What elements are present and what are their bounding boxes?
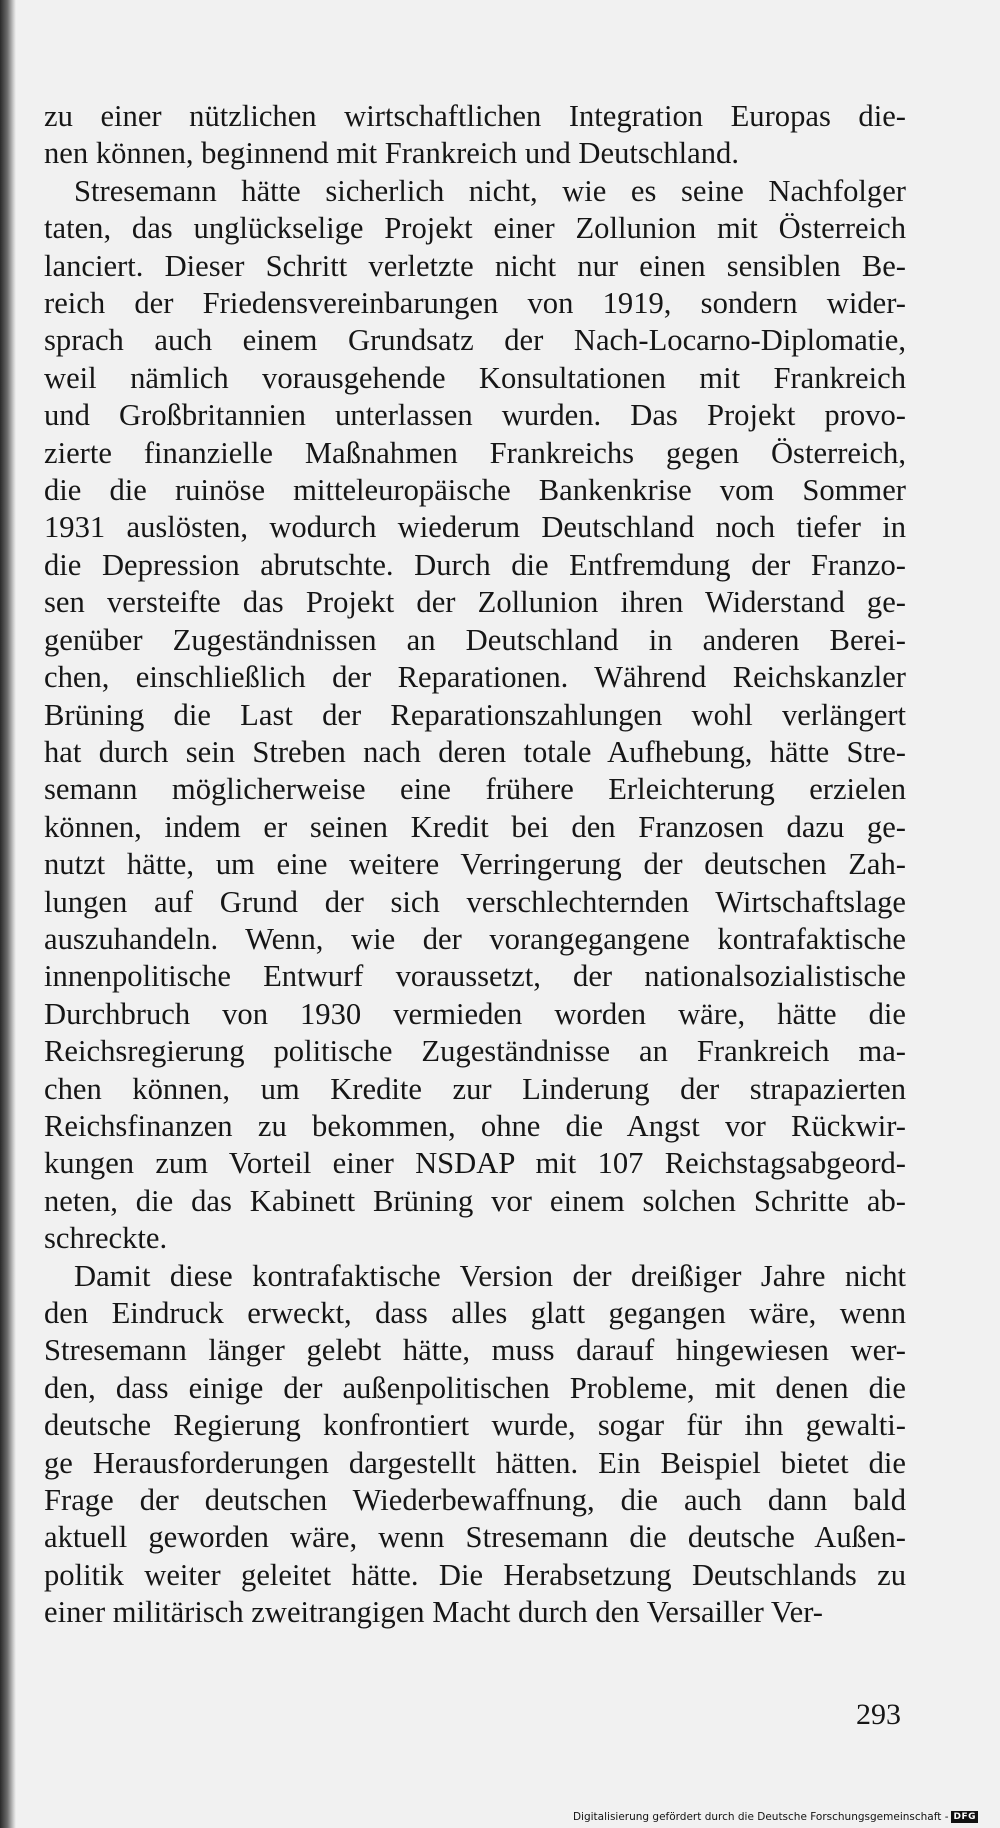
dfg-logo-icon: DFG [953,1812,976,1822]
text-line: innenpolitische Entwurf voraussetzt, der nationalsozialistische [44,959,906,994]
text-line: Stresemann länger gelebt hätte, muss darauf hingewiesen wer- [44,1333,906,1368]
text-line: neten, die das Kabinett Brüning vor einem solchen Schritte ab- [44,1183,906,1218]
text-line: kungen zum Vorteil einer NSDAP mit 107 Reichstagsabgeord- [44,1146,906,1181]
page-number: 293 [856,1698,901,1731]
text-line: sen versteifte das Projekt der Zollunion ihren Widerstand ge- [44,585,906,620]
text-line: chen können, um Kredite zur Linderung der strapazierten [44,1071,906,1106]
text-line: sprach auch einem Grundsatz der Nach-Locarno-Diplomatie, [44,323,906,358]
paragraph-3 [44,1258,906,1632]
text-line: taten, das unglückselige Projekt einer Zollunion mit Österreich [44,211,906,246]
text-line: können, indem er seinen Kredit bei den Franzosen dazu ge- [44,809,906,844]
text-line: schreckte. [44,1221,168,1256]
text-line: 1931 auslösten, wodurch wiederum Deutschland noch tiefer in [44,510,906,545]
book-binding-shadow [0,0,16,1828]
text-line: lanciert. Dieser Schritt verletzte nicht nur einen sensiblen Be- [44,248,906,283]
text-line: Stresemann hätte sicherlich nicht, wie es seine Nachfolger [74,173,906,208]
text-line: reich der Friedensvereinbarungen von 1919, sondern wider- [44,286,906,321]
text-line: zierte finanzielle Maßnahmen Frankreichs gegen Österreich, [44,435,906,470]
text-line: einer militärisch zweitrangigen Macht durch den Versailler Ver- [44,1595,823,1630]
text-line: Frage der deutschen Wiederbewaffnung, die auch dann bald [44,1483,906,1518]
text-line: chen, einschließlich der Reparationen. Während Reichskanzler [44,660,906,695]
text-line: und Großbritannien unterlassen wurden. Das Projekt provo- [44,398,906,433]
text-line: Reichsfinanzen zu bekommen, ohne die Angst vor Rückwir- [44,1108,906,1143]
text-line: deutsche Regierung konfrontiert wurde, sogar für ihn gewalti- [44,1408,906,1443]
text-line: aktuell geworden wäre, wenn Stresemann die deutsche Außen- [44,1520,906,1555]
text-line: Durchbruch von 1930 vermieden worden wäre, hätte die [44,996,906,1031]
text-line: die die ruinöse mitteleuropäische Bankenkrise vom Sommer [44,473,906,508]
text-line: den, dass einige der außenpolitischen Probleme, mit denen die [44,1370,906,1405]
text-line: lungen auf Grund der sich verschlechternden Wirtschaftslage [44,884,906,919]
text-line: weil nämlich vorausgehende Konsultationen mit Frankreich [44,360,906,395]
text-line: genüber Zugeständnissen an Deutschland in anderen Berei- [44,622,906,657]
text-line: semann möglicherweise eine frühere Erleichterung erzielen [44,772,906,807]
text-line: hat durch sein Streben nach deren totale Aufhebung, hätte Stre- [44,734,906,769]
paragraph-2 [44,173,906,1258]
book-page-text [44,98,906,1632]
credit-text: Digitalisierung gefördert durch die Deutsche Forschungsgemeinschaft - [572,1811,949,1823]
text-line: auszuhandeln. Wenn, wie der vorangegangene kontrafaktische [44,921,906,956]
digitization-credit [573,1810,978,1824]
text-line: Reichsregierung politische Zugeständnisse an Frankreich ma- [44,1034,906,1069]
text-line: politik weiter geleitet hätte. Die Herabsetzung Deutschlands zu [44,1557,906,1592]
text-line: Brüning die Last der Reparationszahlungen wohl verlängert [44,697,906,732]
text-line: den Eindruck erweckt, dass alles glatt gegangen wäre, wenn [44,1296,906,1330]
text-line: Damit diese kontrafaktische Version der dreißiger Jahre nicht [74,1258,906,1293]
text-line: nutzt hätte, um eine weitere Verringerung der deutschen Zah- [44,847,906,882]
text-line: ge Herausforderungen dargestellt hätten. Ein Beispiel bietet die [44,1445,906,1480]
text-line: nen können, beginnend mit Frankreich und Deutschland. [44,136,739,171]
paragraph-1 [44,98,906,173]
text-line: zu einer nützlichen wirtschaftlichen Integration Europas die- [44,99,906,133]
text-line: die Depression abrutschte. Durch die Entfremdung der Franzo- [44,547,906,582]
